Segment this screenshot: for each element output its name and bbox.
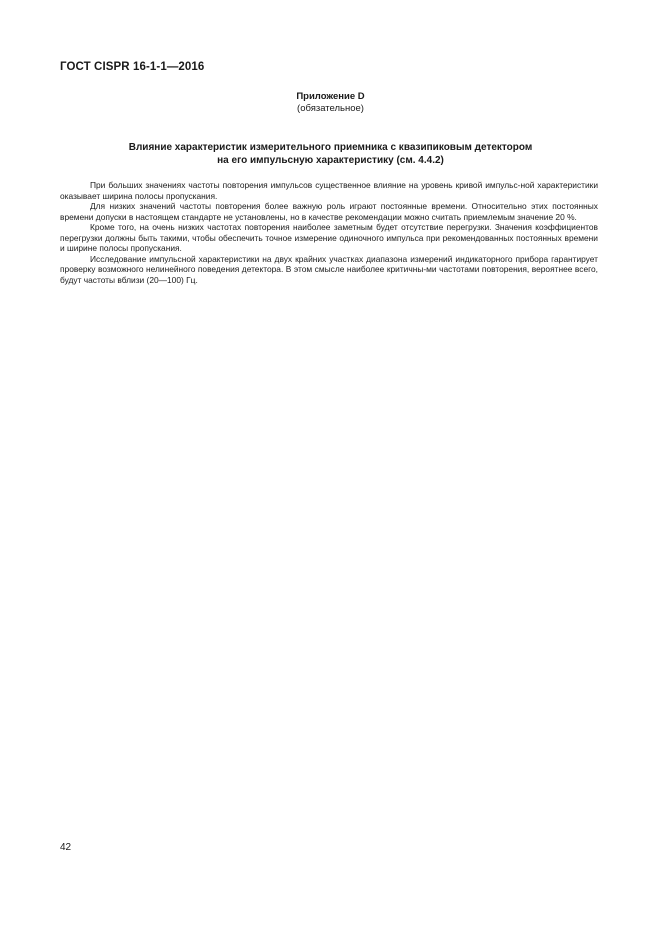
section-title-line-2: на его импульсную характеристику (см. 4.4.2)	[217, 155, 444, 166]
appendix-heading	[60, 91, 601, 115]
appendix-title: Приложение D	[296, 91, 365, 102]
paragraph: При больших значениях частоты повторения импульсов существенное влияние на уровень кривой импульс-ной характеристики оказывает ширина полосы пропускания.	[60, 180, 598, 201]
appendix-status: (обязательное)	[297, 103, 364, 114]
section-title	[60, 141, 601, 167]
paragraph: Исследование импульсной характеристики на двух крайних участках диапазона измерений индикаторного прибора гарантирует проверку возможного нелинейного поведения детектора. В этом смысле наиболее критичны-ми частотами повторения, вероятнее всего, будут частоты вблизи (20—100) Гц.	[60, 253, 598, 285]
paragraph: Кроме того, на очень низких частотах повторения наиболее заметным будет отсутствие перегрузки. Значения коэффициентов перегрузки должны быть такими, чтобы обеспечить точное измерение одиночного импульса при рекомендованных постоянных времени и ширине полосы пропускания.	[60, 222, 598, 253]
standard-code-header: ГОСТ CISPR 16-1-1—2016	[60, 61, 205, 73]
section-title-line-1: Влияние характеристик измерительного приемника с квазипиковым детектором	[128, 142, 533, 153]
page-number: 42	[60, 842, 72, 853]
paragraph: Для низких значений частоты повторения более важную роль играют постоянные времени. Относительно этих постоянных времени допуски в настоящем стандарте не установлены, но в качестве рекомендации можно считать приемлемым значение 20 %.	[60, 201, 598, 222]
body-text	[60, 180, 598, 285]
